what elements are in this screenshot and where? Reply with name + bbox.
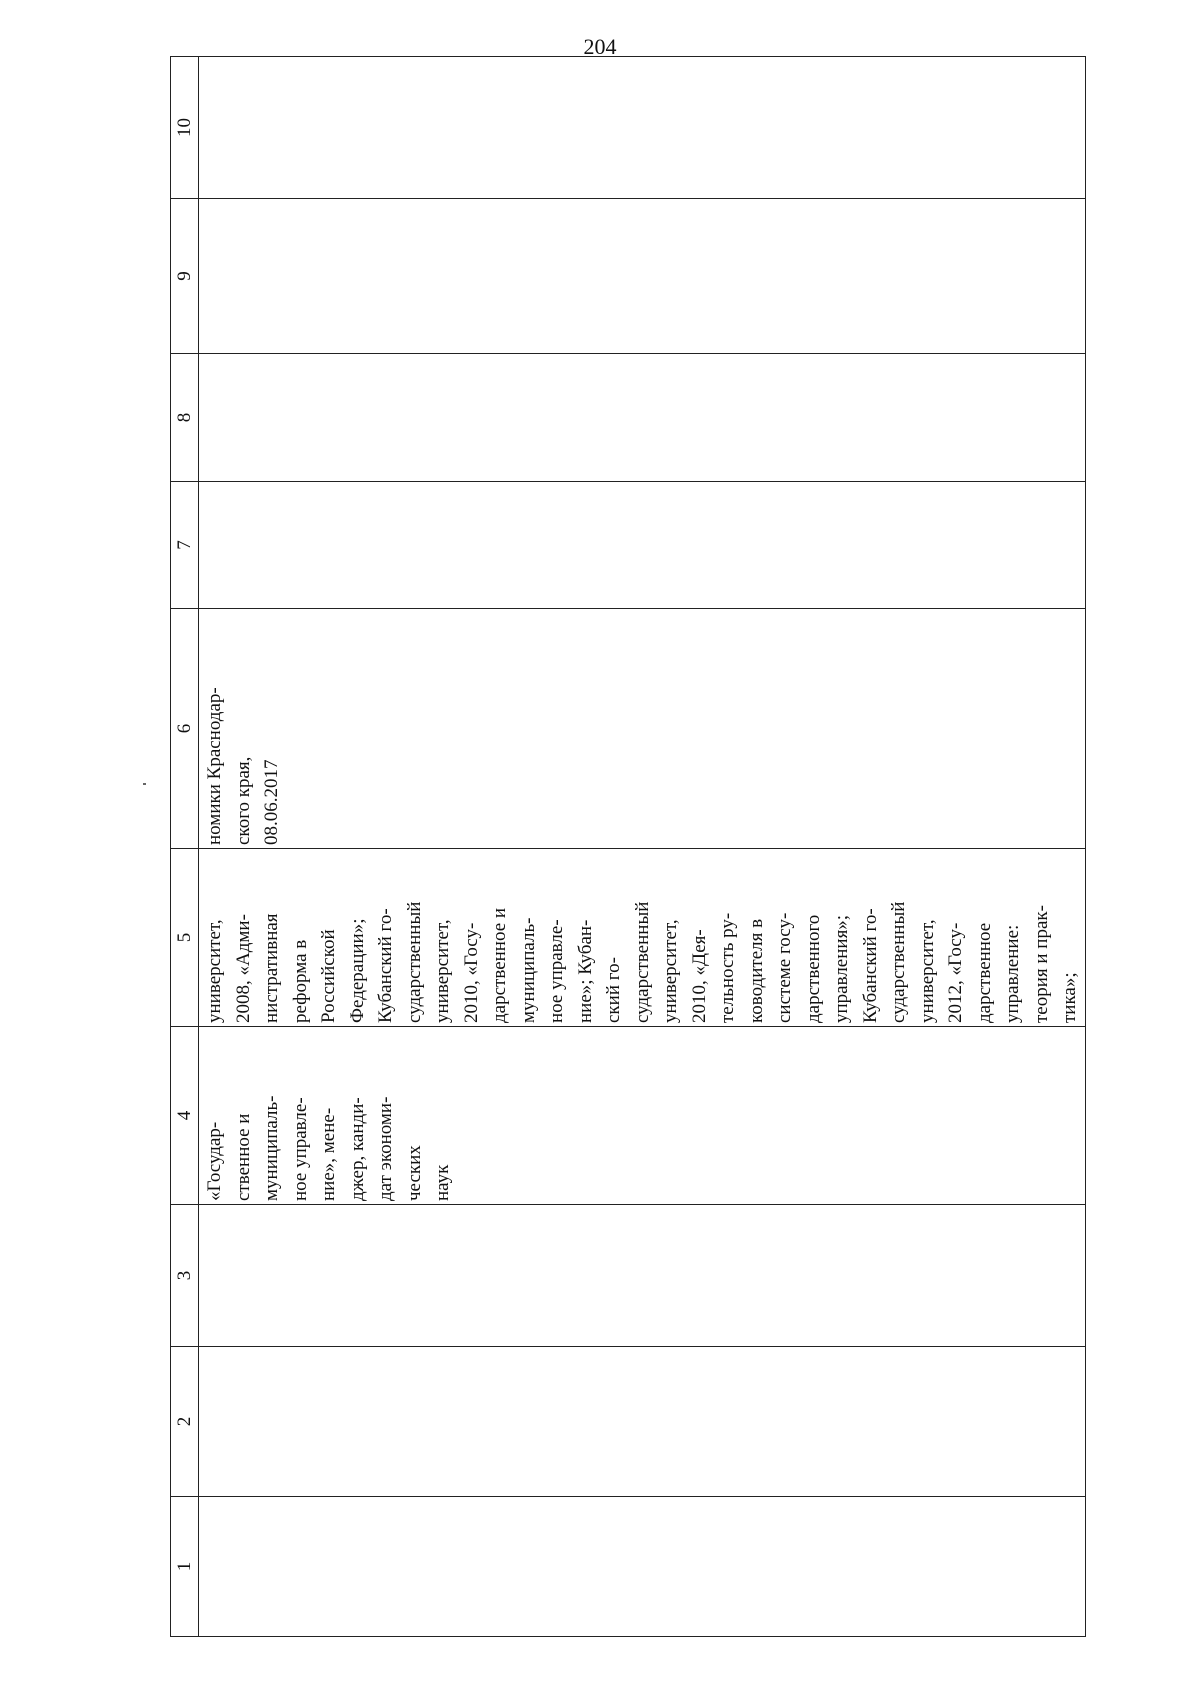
cell-text: [199, 482, 201, 608]
column-header-8: 8: [171, 354, 199, 482]
table-cell-5: [199, 849, 1086, 1027]
table-cell-8: [199, 354, 1086, 482]
table-cell-9: [199, 199, 1086, 354]
scan-artifact: [143, 783, 146, 785]
table-cell-1: [199, 1497, 1086, 1637]
column-header-4: 4: [171, 1027, 199, 1205]
table-row: [199, 57, 1086, 1637]
table-cell-6: [199, 609, 1086, 849]
cell-text: [199, 354, 201, 481]
table-cell-3: [199, 1205, 1086, 1347]
cell-text: [199, 57, 201, 198]
column-header-5: 5: [171, 849, 199, 1027]
cell-text: [199, 199, 201, 353]
table-cell-7: [199, 482, 1086, 609]
cell-text: [199, 1497, 201, 1636]
column-header-9: 9: [171, 199, 199, 354]
column-header-3: 3: [171, 1205, 199, 1347]
table-cell-10: [199, 57, 1086, 199]
cell-text: [199, 1205, 201, 1346]
table-cell-4: [199, 1027, 1086, 1205]
column-header-10: 10: [171, 57, 199, 199]
cell-text: номики Краснодар- ского края, 08.06.2017: [204, 687, 282, 845]
rotated-table-container: [170, 118, 1080, 1637]
column-header-7: 7: [171, 482, 199, 609]
data-table: [170, 56, 1086, 1637]
table-cell-2: [199, 1347, 1086, 1497]
page-number: 204: [583, 34, 617, 59]
cell-text: университет, 2008, «Адми- нистративная реформа в Российской Федерации»; Кубанский го- сударственный университет, 2010, «Госу- дарственное и муниципаль- ное управле- ние»; Кубан- ский го- сударственный университет, 2010, «Дея- тельность ру- ководителя в системе госу- дарственного управления»; Кубанский го- сударственный университет, 2012, «Госу- дарственное управление: теория и прак- тика»;: [204, 901, 1080, 1023]
column-header-1: 1: [171, 1497, 199, 1637]
column-header-2: 2: [171, 1347, 199, 1497]
cell-text: «Государ- ственное и муниципаль- ное управле- ние», мене- джер, канди- дат экономи- ческих наук: [204, 1095, 453, 1201]
cell-text: [199, 1347, 201, 1496]
column-header-6: 6: [171, 609, 199, 849]
table-header-row: [171, 57, 199, 1637]
